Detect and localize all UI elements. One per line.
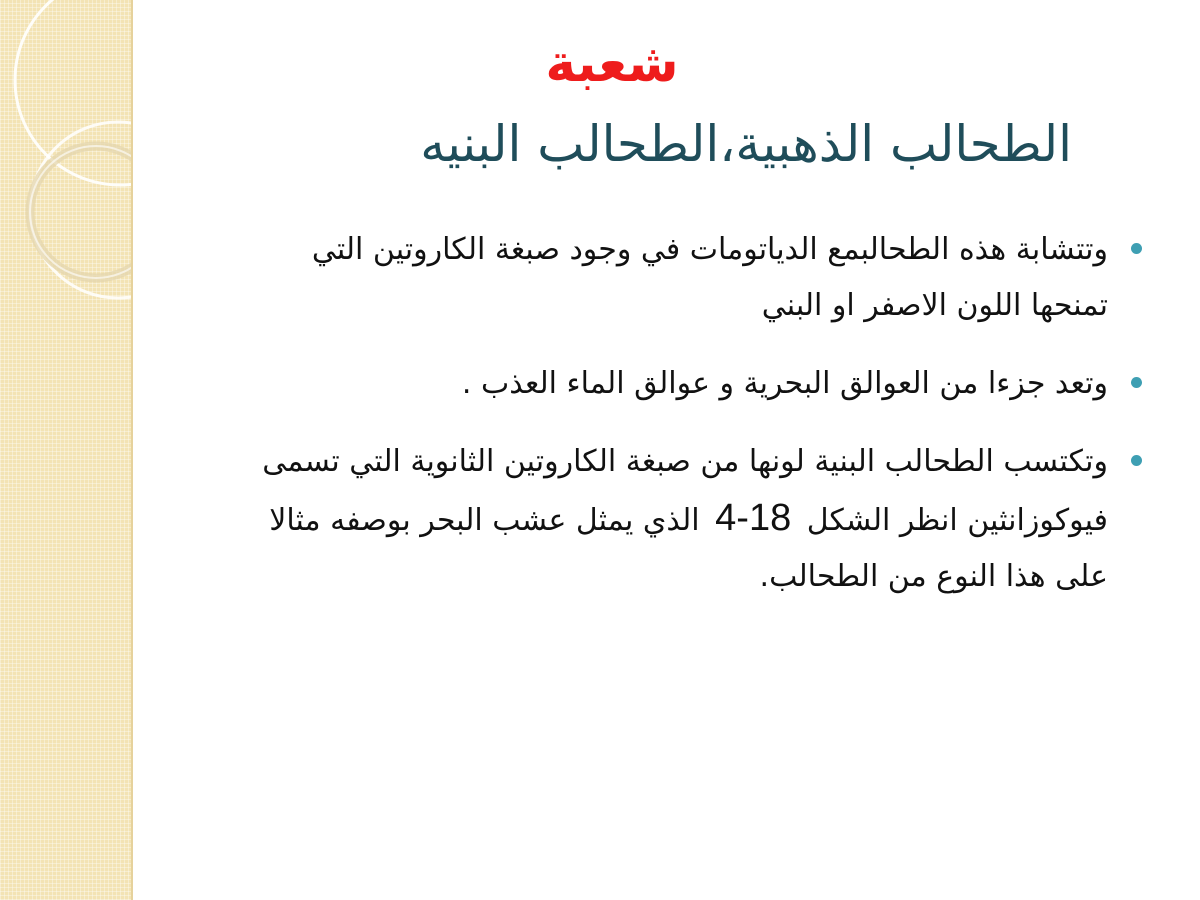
bullet-text-3-before: وتكتسب الطحالب البنية لونها من صبغة الكاروتين الثانوية التي تسمى فيوكوزانثين انظر الشكل [262,444,1108,538]
figure-reference: 4-18 [715,497,792,539]
bullet-dot-icon [1131,455,1142,466]
bullet-item-1 [230,222,1130,334]
bullet-text-3-after: الذي يمثل عشب البحر بوصفه مثالا على هذا النوع من الطحالب. [269,503,1108,594]
bullet-item-3 [230,434,1130,605]
bullet-text-2: وتعد جزءا من العوالق البحرية و عوالق الماء العذب . [461,366,1108,401]
slide-title [152,34,1072,176]
decorative-side-panel [0,0,133,900]
bullet-list [230,222,1130,627]
title-accent-line: شعبة [545,34,679,94]
bullet-text-1: وتتشابة هذه الطحالبمع الدياتومات في وجود صبغة الكاروتين التي تمنحها اللون الاصفر او البني [311,232,1108,323]
bullet-item-2 [230,356,1130,412]
title-main-line: الطحالب الذهبية،الطحالب البنيه [420,115,1072,173]
bullet-dot-icon [1131,377,1142,388]
decorative-circles [0,0,133,900]
bullet-dot-icon [1131,243,1142,254]
